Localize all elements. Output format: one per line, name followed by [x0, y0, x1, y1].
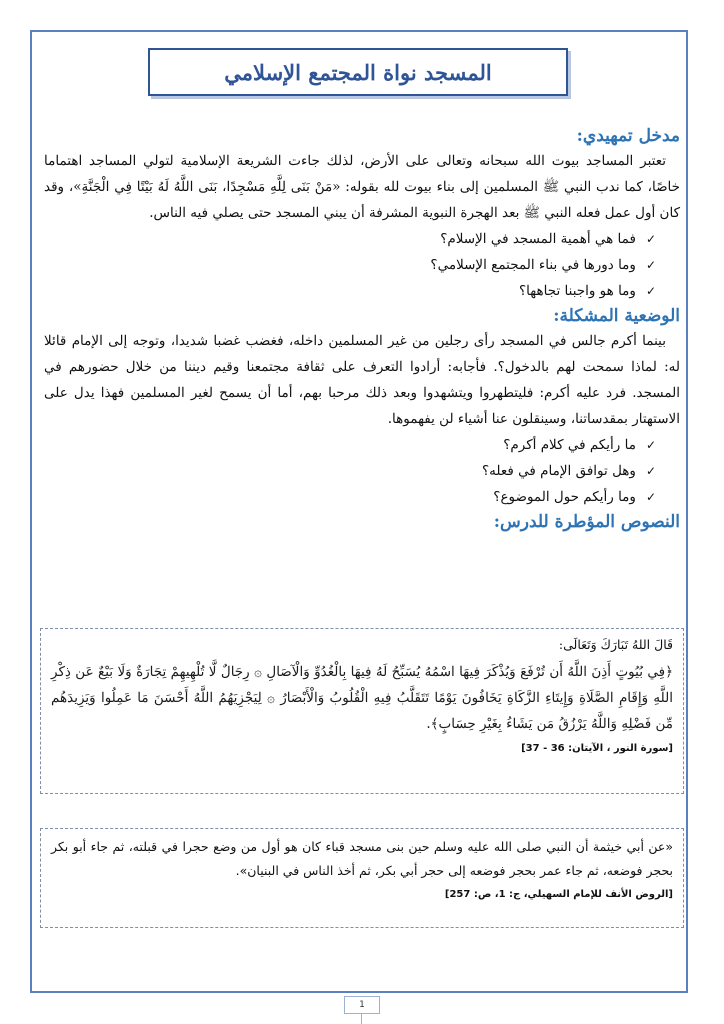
quran-box	[40, 628, 684, 794]
hadith-box	[40, 828, 684, 928]
intro-paragraph: تعتبر المساجد بيوت الله سبحانه وتعالى على الأرض، لذلك جاءت الشريعة الإسلامية لتولي المساجد اهتماما خاصًا، كما ندب النبي ﷺ المسلمين إلى بناء بيوت لله بقوله: «مَنْ بَنَى لِلَّهِ مَسْجِدًا، بَنَى اللَّهُ لَهُ بَيْتًا فِي الْجَنَّةِ»، وقد كان أول عمل فعله النبي ﷺ بعد الهجرة النبوية المشرفة أن يبني المسجد حتى يصلي فيه الناس.	[44, 153, 680, 221]
intro-heading: مدخل تمهيدي:	[576, 126, 680, 146]
quran-reference: [سورة النور ، الآيتان: 36 - 37]	[521, 743, 673, 754]
problem-heading: الوضعية المشكلة:	[553, 306, 680, 326]
list-item: ✓فما هي أهمية المسجد في الإسلام؟	[44, 226, 656, 252]
page-number-divider	[361, 1014, 362, 1024]
main-content	[44, 124, 680, 534]
title-box	[148, 48, 568, 96]
problem-questions	[44, 432, 680, 510]
quran-intro: قَالَ اللهُ تَبَارَكَ وَتَعَالَى:	[558, 637, 673, 652]
list-item: ✓ما رأيكم في كلام أكرم؟	[44, 432, 656, 458]
hadith-reference: [الروض الأنف للإمام السهيلي، ج: 1، ص: 257]	[444, 889, 673, 900]
list-item: ✓وما رأيكم حول الموضوع؟	[44, 484, 656, 510]
page-title: المسجد نواة المجتمع الإسلامي	[224, 59, 492, 85]
page-number: 1	[344, 996, 380, 1014]
check-icon: ✓	[645, 258, 656, 272]
list-item: ✓وما هو واجبنا تجاهها؟	[44, 278, 656, 304]
problem-paragraph: بينما أكرم جالس في المسجد رأى رجلين من غير المسلمين داخله، فغضب غضبا شديدا، وتوجه إلى الإمام قائلا له: لماذا سمحت لهم بالدخول؟. فأجابه: أرادوا التعرف على ثقافة مجتمعنا وقيم ديننا من خلال حضورهم في المسجد. فرد عليه أكرم: فليتطهروا ويتشهدوا وبعد ذلك مرحبا بهم، أما أن يسمح لغير المسلمين فهذا يدل على الاستهتار بمقدساتنا، وسينقلون عنا أشياء لن يفهموها.	[44, 333, 680, 427]
check-icon: ✓	[645, 438, 656, 452]
quran-text: ﴿فِي بُيُوتٍ أَذِنَ اللَّهُ أَن تُرْفَعَ وَيُذْكَرَ فِيهَا اسْمُهُ يُسَبِّحُ لَهُ فِيهَا بِالْغُدُوِّ وَالْآصَالِ ۞ رِجَالٌ لَّا تُلْهِيهِمْ تِجَارَةٌ وَلَا بَيْعٌ عَن ذِكْرِ اللَّهِ وَإِقَامِ الصَّلَاةِ وَإِيتَاءِ الزَّكَاةِ يَخَافُونَ يَوْمًا تَتَقَلَّبُ فِيهِ الْقُلُوبُ وَالْأَبْصَارُ ۞ لِيَجْزِيَهُمُ اللَّهُ أَحْسَنَ مَا عَمِلُوا وَيَزِيدَهُم مِّن فَضْلِهِ وَاللَّهُ يَرْزُقُ مَن يَشَاءُ بِغَيْرِ حِسَابٍ﴾.	[51, 664, 673, 732]
check-icon: ✓	[645, 490, 656, 504]
hadith-text: «عن أبي خيثمة أن النبي صلى الله عليه وسلم حين بنى مسجد قباء كان هو أول من وضع حجرا في قبلته، ثم جاء أبو بكر بحجر فوضعه، ثم جاء عمر بحجر فوضعه إلى حجر أبي بكر، ثم أخذ الناس في البنيان».	[51, 839, 673, 878]
list-item: ✓وما دورها في بناء المجتمع الإسلامي؟	[44, 252, 656, 278]
check-icon: ✓	[645, 464, 656, 478]
intro-questions	[44, 226, 680, 304]
check-icon: ✓	[645, 232, 656, 246]
texts-heading: النصوص المؤطرة للدرس:	[493, 512, 680, 532]
list-item: ✓وهل توافق الإمام في فعله؟	[44, 458, 656, 484]
check-icon: ✓	[645, 284, 656, 298]
